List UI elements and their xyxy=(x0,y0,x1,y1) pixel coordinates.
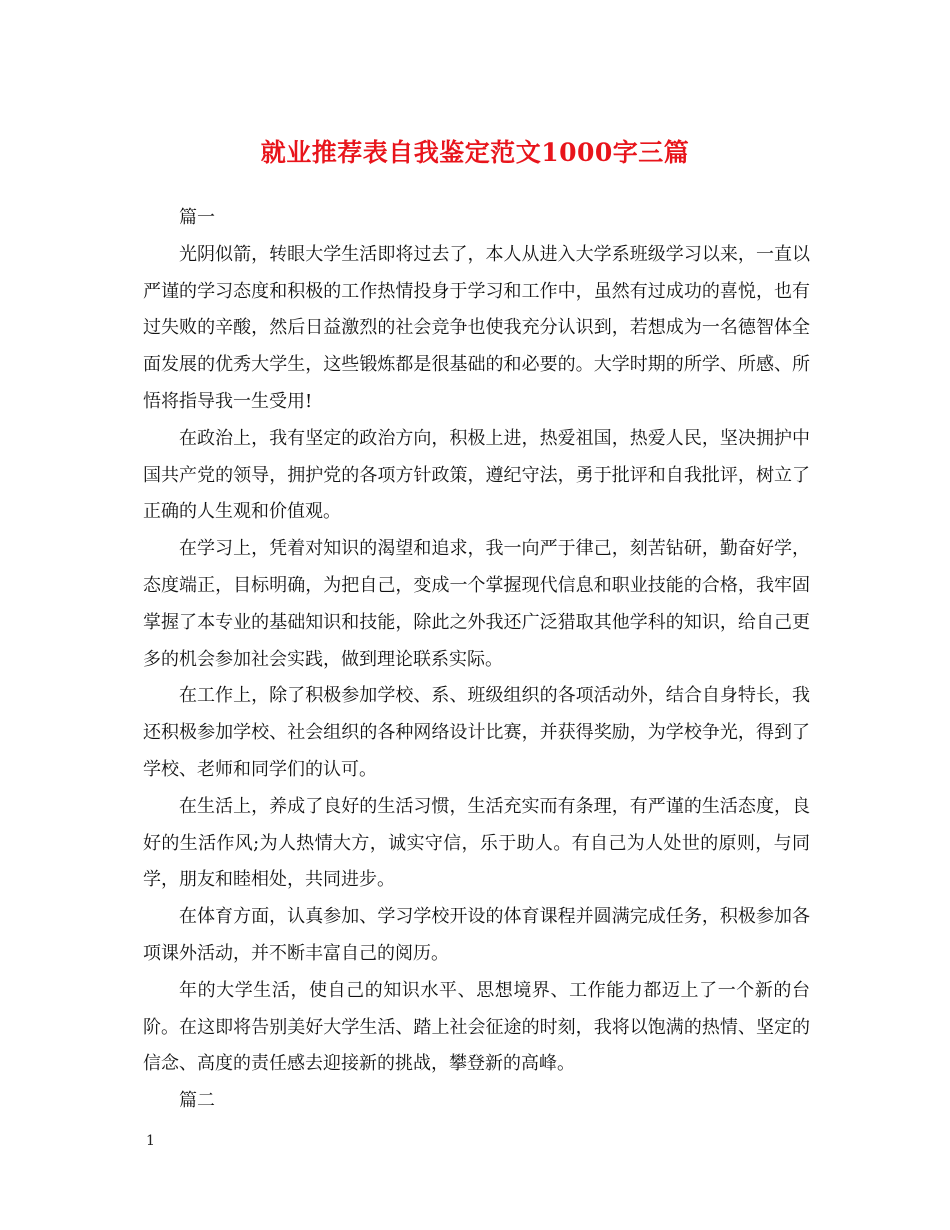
section-heading-1: 篇一 xyxy=(179,207,215,228)
page-number: 1 xyxy=(146,1133,155,1149)
paragraph-life: 在生活上，养成了良好的生活习惯，生活充实而有条理，有严谨的生活态度，良好的生活作风;为人热情大方，诚实守信，乐于助人。有自己为人处世的原则，与同学，朋友和睦相处，共同进步。 xyxy=(143,795,810,891)
paragraph-politics: 在政治上，我有坚定的政治方向，积极上进，热爱祖国，热爱人民，坚决拥护中国共产党的领导，拥护党的各项方针政策，遵纪守法，勇于批评和自我批评，树立了正确的人生观和价值观。 xyxy=(143,427,810,523)
document-body xyxy=(143,200,810,1120)
paragraph-sports: 在体育方面，认真参加、学习学校开设的体育课程并圆满完成任务，积极参加各项课外活动，并不断丰富自己的阅历。 xyxy=(143,906,810,964)
paragraph-intro: 光阴似箭，转眼大学生活即将过去了，本人从进入大学系班级学习以来，一直以严谨的学习态度和积极的工作热情投身于学习和工作中，虽然有过成功的喜悦，也有过失败的辛酸，然后日益激烈的社会竞争也使我充分认识到，若想成为一名德智体全面发展的优秀大学生，这些锻炼都是很基础的和必要的。大学时期的所学、所感、所悟将指导我一生受用! xyxy=(143,243,810,412)
paragraph-summary: 年的大学生活，使自己的知识水平、思想境界、工作能力都迈上了一个新的台阶。在这即将告别美好大学生活、踏上社会征途的时刻，我将以饱满的热情、坚定的信念、高度的责任感去迎接新的挑战，攀登新的高峰。 xyxy=(143,979,810,1075)
paragraph-work: 在工作上，除了积极参加学校、系、班级组织的各项活动外，结合自身特长，我还积极参加学校、社会组织的各种网络设计比赛，并获得奖励，为学校争光，得到了学校、老师和同学们的认可。 xyxy=(143,685,810,780)
section-heading-2: 篇二 xyxy=(179,1090,215,1112)
paragraph-study: 在学习上，凭着对知识的渴望和追求，我一向严于律己，刻苦钻研，勤奋好学，态度端正，目标明确，为把自己，变成一个掌握现代信息和职业技能的合格，我牢固掌握了本专业的基础知识和技能，除此之外我还广泛猎取其他学科的知识，给自己更多的机会参加社会实践，做到理论联系实际。 xyxy=(143,538,810,670)
document-title: 就业推荐表自我鉴定范文1000字三篇 xyxy=(260,138,690,167)
